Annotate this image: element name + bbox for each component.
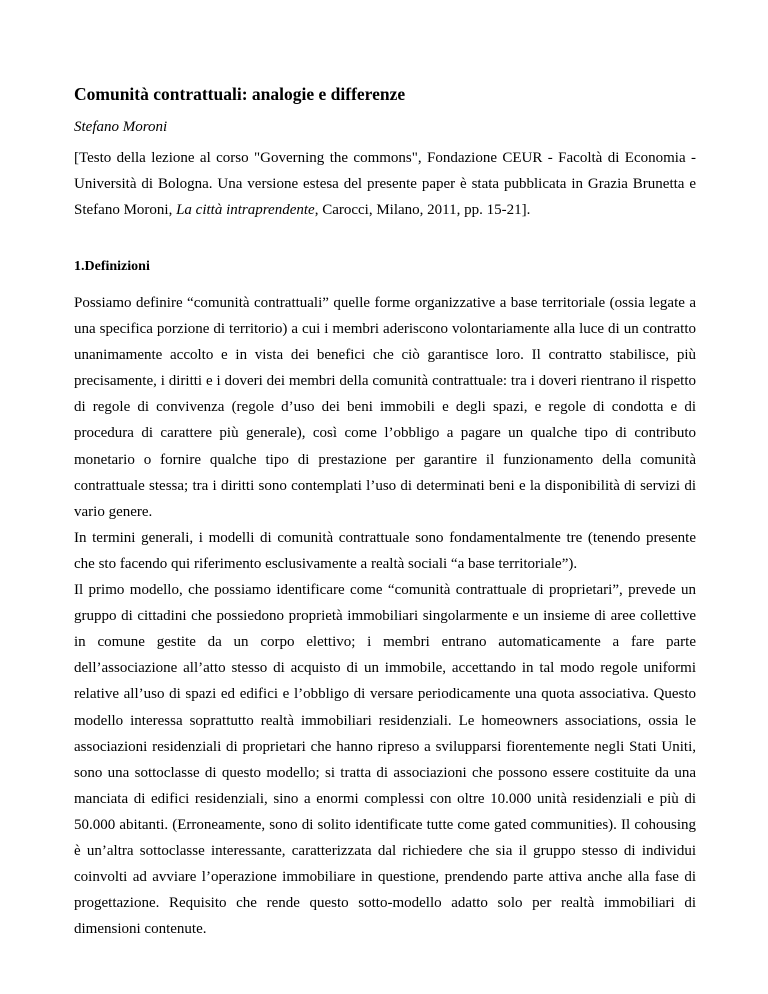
lecture-note: [74, 145, 696, 223]
lecture-note-text: [Testo della lezione al corso "Governing the commons", Fondazione CEUR - Facoltà di Economia - Università di Bologna. Una versione estesa del presente paper è stata pubblicata in Grazia Brunetta e Stefano Moroni,: [74, 150, 696, 218]
lecture-note-citation: , Carocci, Milano, 2011, pp. 15-21].: [314, 202, 531, 218]
paragraph: Possiamo definire “comunità contrattuali” quelle forme organizzative a base territoriale (ossia legate a una specifica porzione di territorio) a cui i membri aderiscono volontariamente alla luce di un contratto unanimamente accolto e in vista dei benefici che ciò garantisce loro. Il contratto stabilisce, più precisamente, i diritti e i doveri dei membri della comunità contrattuale: tra i doveri rientrano il rispetto di regole di convivenza (regole d’uso dei beni immobili e degli spazi, e regole di condotta e di procedura di carattere più generale), così come l’obbligo a pagare un qualche tipo di contributo monetario o fornire qualche tipo di prestazione per garantire il funzionamento della comunità contrattuale stessa; tra i diritti sono contemplati l’uso di determinati beni e la disponibilità di servizi di vario genere.: [74, 295, 696, 520]
author-name: Stefano Moroni: [74, 119, 168, 135]
document-title: Comunità contrattuali: analogie e differenze: [74, 84, 406, 104]
paragraph: Il primo modello, che possiamo identificare come “comunità contrattuale di proprietari”, prevede un gruppo di cittadini che possiedono proprietà immobiliari singolarmente e un insieme di aree collettive in comune gestite da un corpo elettivo; i membri entrano automaticamente a fare parte dell’associazione all’atto stesso di acquisto di un immobile, accettando in tal modo regole uniformi relative all’uso di spazi ed edifici e l’obbligo di versare periodicamente una quota associativa. Questo modello interessa soprattutto realtà immobiliari residenziali. Le homeowners associations, ossia le associazioni residenziali di proprietari che hanno ripreso a svilupparsi fiorentemente negli Stati Uniti, sono una sottoclasse di questo modello; si tratta di associazioni che possono essere costituite da una manciata di edifici residenziali, sino a enormi complessi con oltre 10.000 unità residenziali e più di 50.000 abitanti. (Erroneamente, sono di solito identificate tutte come gated communities). Il cohousing è un’altra sottoclasse interessante, caratterizzata dal richiedere che sia il gruppo stesso di individui coinvolti ad avviare l’operazione immobiliare in questione, prendendo parte attiva anche alla fase di progettazione. Requisito che rende questo sotto-modello adatto solo per realtà immobiliari di dimensioni contenute.: [74, 582, 696, 938]
section-heading: 1.Definizioni: [74, 259, 150, 274]
section-body: [74, 290, 696, 942]
book-title: La città intraprendente: [176, 202, 315, 218]
paragraph: In termini generali, i modelli di comunità contrattuale sono fondamentalmente tre (tenendo presente che sto facendo qui riferimento esclusivamente a realtà sociali “a base territoriale”).: [74, 529, 696, 572]
